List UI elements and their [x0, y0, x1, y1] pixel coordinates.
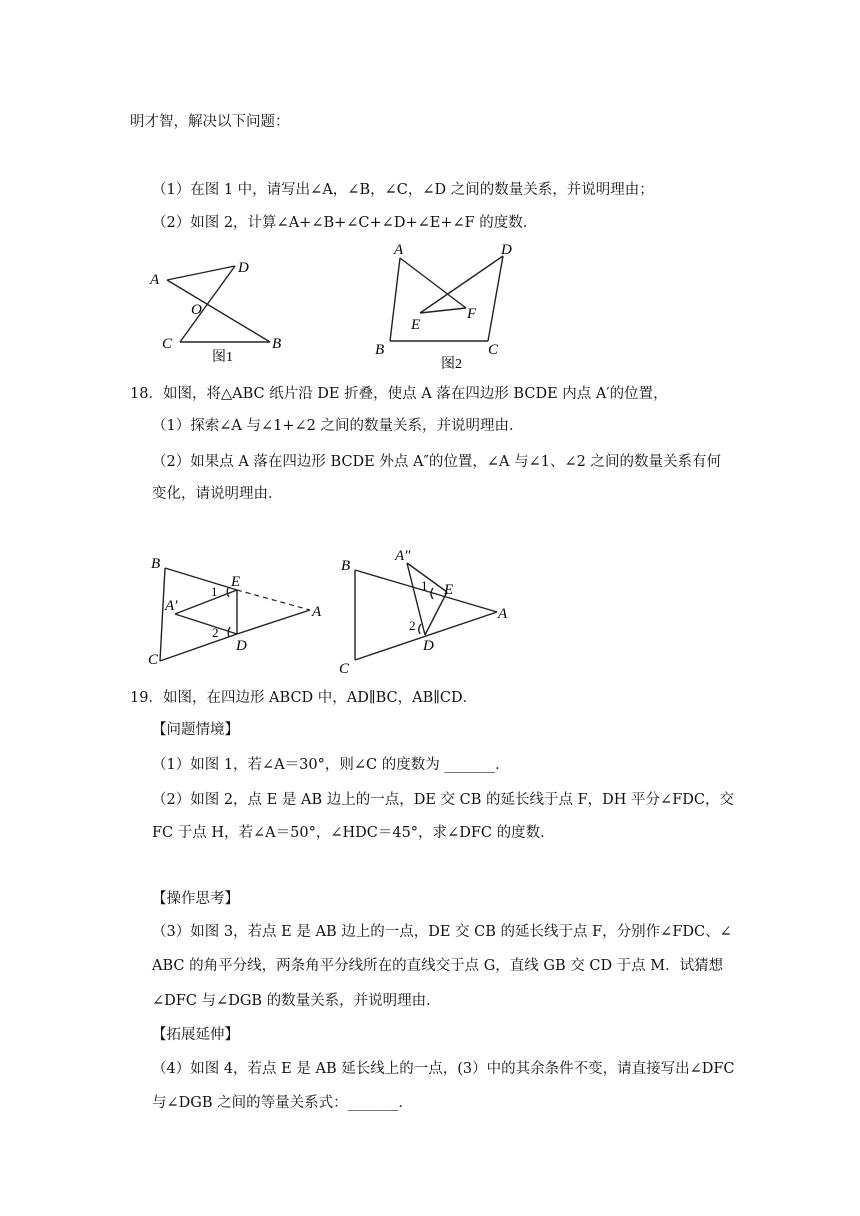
point-label-a: A: [150, 272, 160, 288]
point-label-b: B: [341, 558, 351, 574]
section-heading: 【操作思考】: [152, 891, 239, 907]
text-line: （1）探索∠A 与∠1+∠2 之间的数量关系，并说明理由．: [152, 418, 524, 434]
text-line: FC 于点 H，若∠A＝50°，∠HDC＝45°，求∠DFC 的度数．: [152, 825, 555, 841]
point-label-d: D: [501, 242, 512, 258]
text-line: （4）如图 4，若点 E 是 AB 延长线上的一点，(3）中的其余条件不变，请直接写出∠DFC: [152, 1061, 735, 1077]
point-label-a: A: [394, 242, 404, 258]
figure-caption: 图2: [441, 357, 462, 372]
text-line: （1）如图 1，若∠A＝30°，则∠C 的度数为 _______．: [152, 757, 510, 773]
point-label-b: B: [272, 336, 282, 352]
text-line: （3）如图 3，若点 E 是 AB 边上的一点，DE 交 CB 的延长线于点 F，分别作∠FDC、∠: [152, 924, 732, 940]
point-label-e: E: [444, 582, 454, 598]
text-line: 明才智，解决以下问题：: [130, 114, 290, 130]
point-label-e: E: [411, 317, 421, 333]
text-line: 变化，请说明理由．: [152, 486, 283, 502]
question-18-stem: 18．如图，将△ABC 纸片沿 DE 折叠，使点 A 落在四边形 BCDE 内点 A′的位置，: [130, 386, 668, 402]
question-19-stem: 19．如图，在四边形 ABCD 中，AD∥BC，AB∥CD．: [130, 690, 478, 706]
text-line: （2）如图 2，计算∠A+∠B+∠C+∠D+∠E+∠F 的度数．: [152, 215, 538, 231]
text-line: ∠DFC 与∠DGB 的数量关系，并说明理由．: [152, 993, 441, 1009]
point-label-b: B: [151, 556, 161, 572]
text-line: 与∠DGB 之间的等量关系式：_______．: [152, 1095, 413, 1111]
point-label-o: O: [191, 302, 202, 318]
figure-caption: 图1: [212, 350, 233, 365]
section-heading: 【问题情境】: [152, 722, 239, 738]
point-label-d: D: [423, 638, 434, 654]
angle-label-1: 1: [421, 578, 428, 593]
angle-label-2: 2: [212, 625, 219, 640]
point-label-a-double-prime: A″: [395, 548, 411, 564]
point-label-c: C: [339, 661, 350, 676]
section-heading: 【拓展延伸】: [152, 1027, 239, 1043]
text-line: （1）在图 1 中，请写出∠A，∠B，∠C，∠D 之间的数量关系，并说明理由；: [152, 182, 654, 198]
point-label-b: B: [375, 342, 385, 358]
angle-label-1: 1: [211, 584, 218, 599]
text-line: （2）如图 2，点 E 是 AB 边上的一点，DE 交 CB 的延长线于点 F，DH 平分∠FDC，交: [152, 792, 734, 808]
point-label-f: F: [467, 306, 477, 322]
point-label-a-prime: A′: [165, 598, 178, 614]
text-line: ABC 的角平分线，两条角平分线所在的直线交于点 G，直线 GB 交 CD 于点 M．试猜想: [152, 958, 724, 974]
point-label-c: C: [148, 652, 159, 668]
figure-q18-1: [140, 548, 340, 673]
point-label-e: E: [231, 574, 241, 590]
point-label-c: C: [162, 336, 173, 352]
figure-q18-2: [335, 542, 520, 676]
angle-label-2: 2: [409, 618, 416, 633]
point-label-c: C: [488, 342, 499, 358]
figure-2: [370, 238, 530, 372]
point-label-a: A: [498, 606, 508, 622]
text-line: （2）如果点 A 落在四边形 BCDE 外点 A″的位置，∠A 与∠1、∠2 之间的数量关系有何: [152, 454, 721, 470]
point-label-a: A: [312, 604, 322, 620]
figure-1: [140, 250, 300, 370]
point-label-d: D: [238, 260, 249, 276]
point-label-d: D: [236, 638, 247, 654]
